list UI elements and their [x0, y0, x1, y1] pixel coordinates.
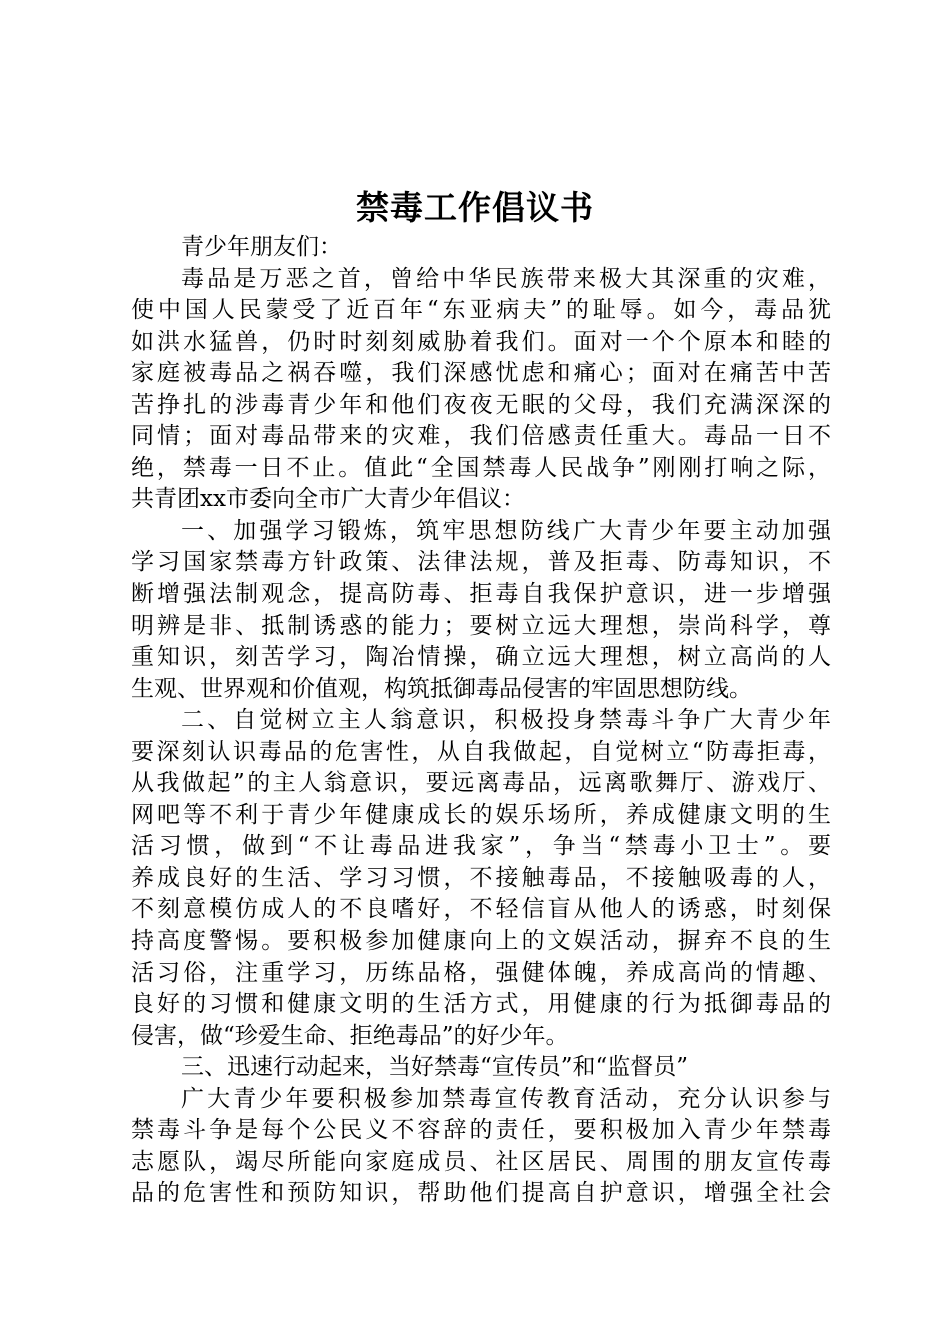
text-line: 网吧等不利于青少年健康成长的娱乐场所，养成健康文明的生: [131, 801, 831, 828]
text-line: 同情；面对毒品带来的灾难，我们倍感责任重大。毒品一日不: [131, 423, 831, 450]
text-line: 明辨是非、抵制诱惑的能力；要树立远大理想，崇尚科学，尊: [131, 612, 831, 639]
text-line: 二、自觉树立主人翁意识，积极投身禁毒斗争广大青少年: [181, 707, 831, 734]
text-line: 三、迅速行动起来，当好禁毒“宣传员”和“监督员”: [181, 1054, 689, 1081]
text-line: 良好的习惯和健康文明的生活方式，用健康的行为抵御毒品的: [131, 991, 831, 1018]
text-line: 品的危害性和预防知识，帮助他们提高自护意识，增强全社会: [131, 1180, 831, 1207]
text-line: 青少年朋友们：: [181, 234, 342, 260]
text-line: 养成良好的生活、学习习惯，不接触毒品，不接触吸毒的人，: [131, 864, 831, 891]
text-line: 使中国人民蒙受了近百年“东亚病夫”的耻辱。如今，毒品犹: [131, 297, 831, 324]
text-line: 苦挣扎的涉毒青少年和他们夜夜无眠的父母，我们充满深深的: [131, 391, 831, 418]
text-line: 从我做起”的主人翁意识，要远离毒品，远离歌舞厅、游戏厅、: [131, 770, 831, 797]
text-line: 不刻意模仿成人的不良嗜好，不轻信盲从他人的诱惑，时刻保: [131, 896, 831, 923]
text-line: 学习国家禁毒方针政策、法律法规，普及拒毒、防毒知识，不: [131, 549, 831, 576]
text-line: 断增强法制观念，提高防毒、拒毒自我保护意识，进一步增强: [131, 581, 831, 608]
text-line: 活习惯，做到“不让毒品进我家”，争当“禁毒小卫士”。要: [131, 833, 831, 860]
text-line: 禁毒斗争是每个公民义不容辞的责任，要积极加入青少年禁毒: [131, 1117, 831, 1144]
text-line: 家庭被毒品之祸吞噬，我们深感忧虑和痛心；面对在痛苦中苦: [131, 360, 831, 387]
text-line: 如洪水猛兽，仍时时刻刻威胁着我们。面对一个个原本和睦的: [131, 328, 831, 355]
text-line: 广大青少年要积极参加禁毒宣传教育活动，充分认识参与: [181, 1085, 831, 1112]
text-line: 志愿队，竭尽所能向家庭成员、社区居民、周围的朋友宣传毒: [131, 1148, 831, 1175]
text-line: 生观、世界观和价值观，构筑抵御毒品侵害的牢固思想防线。: [131, 675, 752, 702]
text-line: 侵害，做“珍爱生命、拒绝毒品”的好少年。: [131, 1022, 569, 1049]
text-line: 一、加强学习锻炼，筑牢思想防线广大青少年要主动加强: [181, 517, 831, 544]
text-line: 重知识，刻苦学习，陶冶情操，确立远大理想，树立高尚的人: [131, 644, 831, 671]
text-line: 毒品是万恶之首，曾给中华民族带来极大其深重的灾难，: [181, 265, 831, 292]
text-line: 共青团xx市委向全市广大青少年倡议：: [131, 486, 525, 513]
text-line: 要深刻认识毒品的危害性，从自我做起，自觉树立“防毒拒毒，: [131, 738, 831, 765]
document-body: [131, 232, 831, 1210]
text-line: 活习俗，注重学习，历练品格，强健体魄，养成高尚的情趣、: [131, 959, 831, 986]
text-line: 持高度警惕。要积极参加健康向上的文娱活动，摒弃不良的生: [131, 928, 831, 955]
text-line: 绝，禁毒一日不止。值此“全国禁毒人民战争”刚刚打响之际，: [131, 454, 831, 481]
document-title: 禁毒工作倡议书: [356, 188, 594, 227]
